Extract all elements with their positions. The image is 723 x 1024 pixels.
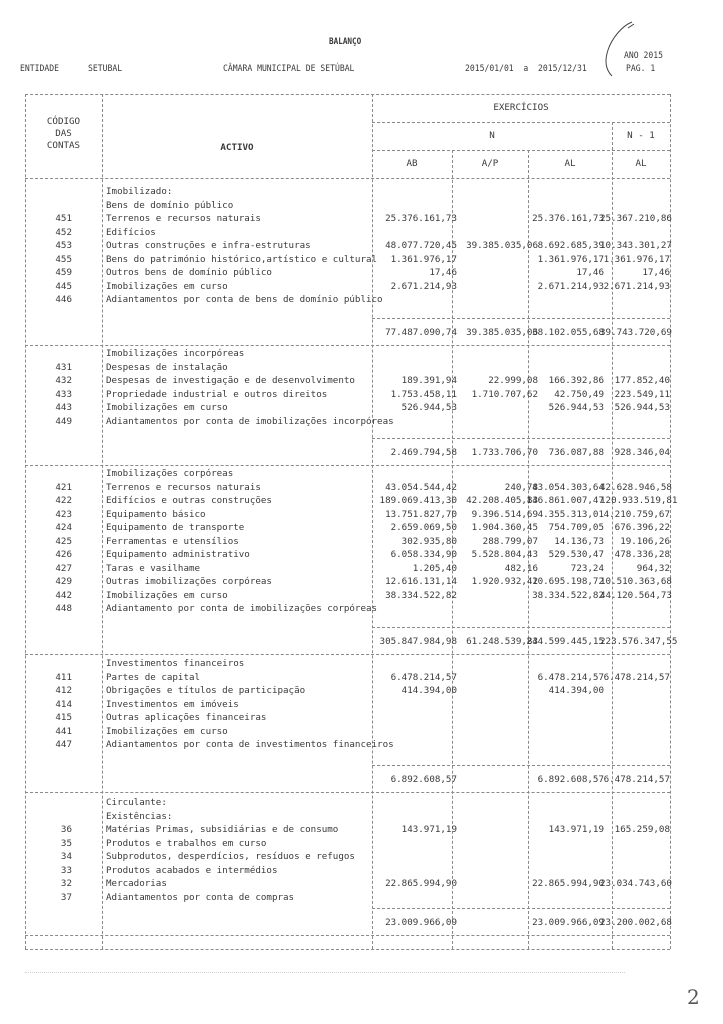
account-code: 427 (55, 562, 72, 574)
section-heading: Circulante: (106, 797, 167, 808)
account-code: 421 (55, 481, 72, 493)
account-description: Outras construções e infra-estruturas (106, 240, 311, 251)
account-description: Partes de capital (106, 671, 201, 683)
account-description: Outras aplicações financeiras (106, 712, 267, 723)
value-al: 8.692.685,39 (537, 240, 604, 251)
page-label: PAG. 1 (626, 63, 656, 74)
value-al: 42.750,49 (554, 388, 604, 400)
value-ap: 288.799,07 (482, 535, 538, 547)
subtotal-al: 244.599.445,15 (526, 636, 604, 647)
value-ap: 5.528.804,43 (471, 549, 538, 560)
value-al-prev: 120.933.519,81 (600, 495, 678, 506)
value-al-prev: 165.259,08 (614, 824, 670, 835)
section-heading: Bens de domínio público (106, 199, 234, 211)
account-code: 422 (55, 495, 72, 506)
value-al-prev: 223.549,11 (614, 388, 670, 400)
period-range: 2015/01/01 a 2015/12/31 (465, 63, 587, 74)
value-ap: 240,78 (504, 481, 538, 493)
subtotal-divider (372, 438, 670, 439)
value-ab: 414.394,00 (401, 685, 457, 696)
section-heading: Investimentos financeiros (106, 658, 245, 669)
section-heading: Existências: (106, 810, 173, 822)
account-description: Subprodutos, desperdícios, resíduos e refugos (106, 851, 355, 862)
value-al: 43.054.303,64 (532, 481, 604, 493)
value-al-prev: 4.210.759,67 (603, 508, 670, 520)
account-code: 448 (55, 603, 72, 614)
value-ab: 12.616.131,14 (385, 576, 457, 587)
account-description: Imobilizações em curso (106, 280, 228, 292)
subtotal-ab: 23.009.966,09 (385, 917, 457, 928)
subtotal-al: 6.892.608,57 (537, 774, 604, 785)
account-code: 34 (60, 851, 72, 862)
document-title: BALANÇO (329, 37, 362, 47)
entity-value: SETUBAL (88, 63, 123, 74)
account-code: 36 (60, 824, 72, 835)
account-code: 412 (55, 685, 72, 696)
subtotal-ap: 39.385.035,06 (466, 327, 538, 338)
section-heading: Imobilizado: (106, 186, 173, 197)
subtotal-divider (372, 627, 670, 628)
account-description: Imobilizações em curso (106, 402, 228, 413)
account-description: Propriedade industrial e outros direitos (106, 388, 328, 400)
value-ab: 189.391,94 (401, 375, 457, 386)
account-code: 423 (55, 508, 72, 520)
value-al-prev: 44.120.564,73 (600, 589, 672, 601)
account-description: Mercadorias (106, 878, 167, 889)
account-code: 446 (55, 294, 72, 305)
account-code: 451 (55, 213, 72, 224)
account-code: 414 (55, 698, 72, 710)
account-code: 424 (55, 522, 72, 533)
account-code: 443 (55, 402, 72, 413)
value-al-prev: 2.671.214,93 (603, 280, 670, 292)
value-ap: 9.396.514,69 (471, 508, 538, 520)
value-al: 143.971,19 (548, 824, 604, 835)
section-heading: Imobilizações corpóreas (106, 468, 234, 479)
account-description: Terrenos e recursos naturais (106, 213, 261, 224)
value-al: 38.334.522,82 (532, 589, 604, 601)
header-n: N (489, 130, 495, 141)
account-code: 411 (55, 671, 72, 683)
account-description: Bens do património histórico,artístico e cultural (106, 253, 378, 265)
value-ap: 482,16 (504, 562, 538, 574)
value-ab: 22.865.994,90 (385, 878, 457, 889)
value-ab: 6.058.334,90 (390, 549, 457, 560)
account-description: Produtos e trabalhos em curso (106, 837, 267, 849)
value-al-prev: 1.361.976,17 (603, 253, 670, 265)
year-label: ANO 2015 (624, 50, 663, 61)
subtotal-al: 38.102.055,68 (532, 327, 604, 338)
value-al-prev: 478.336,28 (614, 549, 670, 560)
account-code: 455 (55, 253, 72, 265)
account-description: Adiantamentos por conta de compras (106, 891, 295, 903)
organization-name: CÂMARA MUNICIPAL DE SETÚBAL (223, 63, 355, 74)
account-description: Taras e vasilhame (106, 562, 201, 574)
value-al-prev: 526.944,53 (614, 402, 670, 413)
header-codigo: CÓDIGO (46, 116, 81, 127)
value-ab: 2.671.214,93 (390, 280, 457, 292)
header-activo: ACTIVO (220, 142, 254, 153)
account-description: Obrigações e títulos de participação (106, 685, 306, 696)
account-code: 415 (55, 712, 72, 723)
value-ab: 38.334.522,82 (385, 589, 457, 601)
subtotal-al: 736.087,88 (548, 447, 604, 458)
value-al-prev: 42.628.946,58 (600, 481, 672, 493)
account-code: 459 (55, 267, 72, 278)
account-description: Outras imobilizações corpóreas (106, 576, 272, 587)
value-al: 723,24 (570, 562, 604, 574)
account-description: Despesas de investigação e de desenvolvimento (106, 375, 355, 386)
account-description: Imobilizações em curso (106, 725, 228, 737)
account-description: Despesas de instalação (106, 361, 228, 373)
account-code: 35 (60, 837, 72, 849)
value-al-prev: 964,32 (636, 562, 670, 574)
account-code: 441 (55, 725, 72, 737)
value-al: 166.392,86 (548, 375, 604, 386)
subtotal-al-prev: 6.478.214,57 (603, 774, 670, 785)
value-al-prev: 10.343.301,27 (600, 240, 672, 251)
account-code: 442 (55, 589, 72, 601)
value-ab: 43.054.544,42 (385, 481, 457, 493)
account-code: 426 (55, 549, 72, 560)
account-code: 452 (55, 226, 72, 238)
account-code: 447 (55, 739, 72, 750)
value-ab: 2.659.069,50 (390, 522, 457, 533)
account-description: Edifícios (106, 226, 156, 238)
account-description: Imobilizações em curso (106, 589, 228, 601)
value-ab: 1.753.458,11 (390, 388, 457, 400)
value-ab: 1.361.976,17 (390, 253, 457, 265)
value-ap: 42.208.405,83 (466, 495, 538, 506)
account-description: Edifícios e outras construções (106, 495, 272, 506)
account-description: Matérias Primas, subsidiárias e de consumo (106, 824, 339, 835)
value-ap: 1.904.360,45 (471, 522, 538, 533)
account-code: 431 (55, 361, 72, 373)
value-al: 25.376.161,73 (532, 213, 604, 224)
value-al-prev: 177.852,40 (614, 375, 670, 386)
subtotal-divider (25, 345, 670, 346)
subtotal-divider (25, 465, 670, 466)
account-description: Produtos acabados e intermédios (106, 864, 278, 876)
header-ap: A/P (481, 158, 499, 169)
value-al: 4.355.313,01 (537, 508, 604, 520)
account-code: 445 (55, 280, 72, 292)
value-ab: 143.971,19 (401, 824, 457, 835)
value-ap: 39.385.035,06 (466, 240, 538, 251)
handwritten-initial-signature (598, 18, 638, 88)
value-al: 14.136,73 (554, 535, 604, 547)
account-code: 432 (55, 375, 72, 386)
account-description: Investimentos em imóveis (106, 698, 239, 710)
account-description: Equipamento básico (106, 508, 206, 520)
account-code: 429 (55, 576, 72, 587)
value-al-prev: 10.510.363,68 (600, 576, 672, 587)
value-ap: 1.710.707,62 (471, 388, 538, 400)
account-description: Terrenos e recursos naturais (106, 481, 261, 493)
entity-label: ENTIDADE (20, 63, 59, 74)
subtotal-divider (372, 318, 670, 319)
value-al: 10.695.198,72 (532, 576, 604, 587)
subtotal-ab: 305.847.984,98 (379, 636, 457, 647)
page-number: 2 (687, 985, 700, 1009)
header-das: DAS (55, 128, 72, 139)
header-exercicios: EXERCÍCIOS (493, 102, 549, 113)
header-contas: CONTAS (46, 140, 81, 151)
value-al: 17,46 (576, 267, 604, 278)
subtotal-al-prev: 23.200.002,68 (600, 917, 672, 928)
subtotal-divider (25, 792, 670, 793)
account-code: 33 (60, 864, 72, 876)
value-al-prev: 23.034.743,60 (600, 878, 672, 889)
subtotal-divider (372, 908, 670, 909)
subtotal-ap: 1.733.706,70 (471, 447, 538, 458)
account-code: 453 (55, 240, 72, 251)
account-description: Equipamento de transporte (106, 522, 245, 533)
subtotal-al-prev: 928.346,04 (614, 447, 670, 458)
subtotal-ab: 2.469.794,58 (390, 447, 457, 458)
account-description: Equipamento administrativo (106, 549, 250, 560)
subtotal-al-prev: 223.576.347,55 (600, 636, 678, 647)
value-al: 529.530,47 (548, 549, 604, 560)
value-al: 414.394,00 (548, 685, 604, 696)
header-n-minus-1: N - 1 (627, 130, 655, 141)
value-al: 6.478.214,57 (537, 671, 604, 683)
value-ab: 17,46 (429, 267, 457, 278)
subtotal-ab: 77.487.090,74 (385, 327, 457, 338)
value-ab: 25.376.161,73 (385, 213, 457, 224)
account-description: Adiantamentos por conta de investimentos financeiros (106, 739, 394, 750)
footer-divider (25, 972, 625, 973)
subtotal-al-prev: 39.743.720,69 (600, 327, 672, 338)
account-code: 32 (60, 878, 72, 889)
account-code: 449 (55, 415, 72, 427)
account-description: Adiantamentos por conta de imobilizações incorpóreas (106, 415, 394, 427)
account-description: Outros bens de domínio público (106, 267, 272, 278)
subtotal-ap: 61.248.539,83 (466, 636, 538, 647)
value-al: 526.944,53 (548, 402, 604, 413)
value-ab: 526.944,53 (401, 402, 457, 413)
value-al: 22.865.994,90 (532, 878, 604, 889)
subtotal-divider (25, 654, 670, 655)
header-al: AL (564, 158, 576, 169)
value-al-prev: 676.396,22 (614, 522, 670, 533)
value-ap: 1.920.932,42 (471, 576, 538, 587)
value-ab: 48.077.720,45 (385, 240, 457, 251)
value-al-prev: 6.478.214,57 (603, 671, 670, 683)
value-al: 1.361.976,17 (537, 253, 604, 265)
value-ab: 1.205,40 (412, 562, 457, 574)
value-ab: 6.478.214,57 (390, 671, 457, 683)
value-al: 2.671.214,93 (537, 280, 604, 292)
value-ap: 22.999,08 (488, 375, 538, 386)
account-description: Adiantamentos por conta de bens de domínio público (106, 294, 383, 305)
subtotal-ab: 6.892.608,57 (390, 774, 457, 785)
account-description: Adiantamento por conta de imobilizações corpóreas (106, 603, 378, 614)
value-al: 754.709,05 (548, 522, 604, 533)
header-ab: AB (406, 158, 418, 169)
value-al: 146.861.007,47 (526, 495, 604, 506)
value-ab: 189.069.413,30 (379, 495, 457, 506)
value-al-prev: 17,46 (642, 267, 670, 278)
account-code: 37 (60, 891, 72, 903)
value-ab: 302.935,80 (401, 535, 457, 547)
subtotal-al: 23.009.966,09 (532, 917, 604, 928)
subtotal-divider (25, 935, 670, 936)
value-al-prev: 19.106,26 (620, 535, 670, 547)
header-al-prev: AL (635, 158, 647, 169)
account-code: 433 (55, 388, 72, 400)
subtotal-divider (372, 765, 670, 766)
section-heading: Imobilizações incorpóreas (106, 348, 245, 359)
value-al-prev: 25.367.210,86 (600, 213, 672, 224)
account-description: Ferramentas e utensílios (106, 535, 239, 547)
value-ab: 13.751.827,70 (385, 508, 457, 520)
account-code: 425 (55, 535, 72, 547)
